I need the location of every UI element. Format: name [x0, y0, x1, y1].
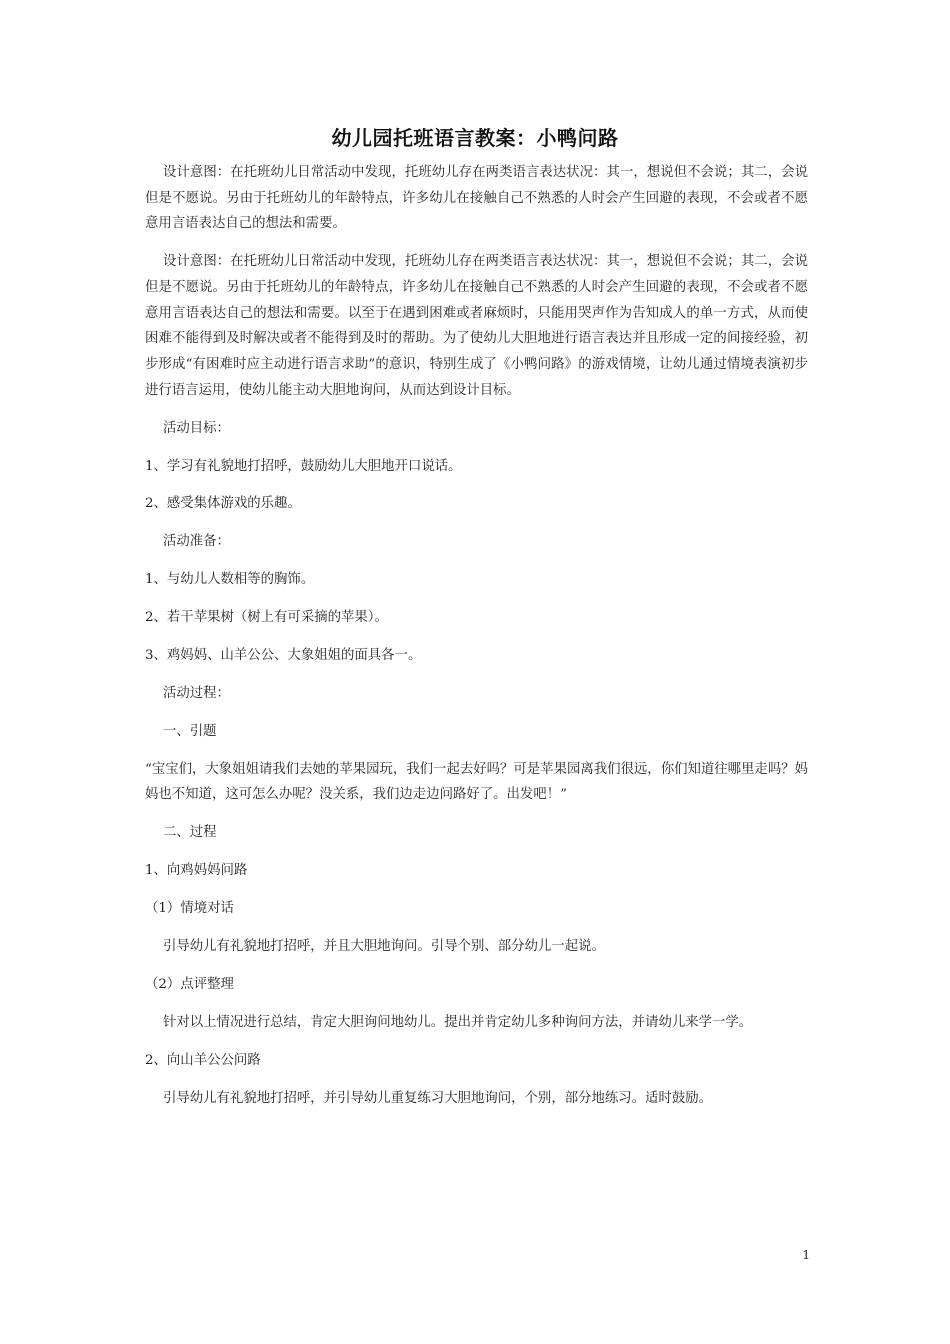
heading-activity-process: 活动过程： [163, 685, 230, 701]
preparation-item-3: 3、鸡妈妈、山羊公公、大象姐姐的面具各一。 [145, 648, 422, 664]
paragraph-dialogue-guidance: 引导幼儿有礼貌地打招呼，并且大胆地询问。引导个别、部分幼儿一起说。 [163, 938, 605, 954]
paragraph-goat-guidance: 引导幼儿有礼貌地打招呼，并引导幼儿重复练习大胆地询问，个别，部分地练习。适时鼓励。 [163, 1090, 713, 1106]
paragraph-review-summary: 针对以上情况进行总结，肯定大胆询问地幼儿。提出并肯定幼儿多种询问方法，并请幼儿来学一学。 [163, 1014, 753, 1030]
document-body [145, 160, 808, 1123]
heading-activity-goals: 活动目标： [163, 420, 230, 436]
section-process: 二、过程 [163, 825, 217, 841]
preparation-item-2: 2、若干苹果树（树上有可采摘的苹果）。 [145, 610, 388, 626]
page-number: 1 [802, 1248, 810, 1262]
substep-review: （2）点评整理 [145, 976, 234, 992]
paragraph-design-intent-2: 设计意图：在托班幼儿日常活动中发现，托班幼儿存在两类语言表达状况：其一，想说但不会说；其二，会说但是不愿说。另由于托班幼儿的年龄特点，许多幼儿在接触自己不熟悉的人时会产生回避的表现，不会或者不愿意用言语表达自己的想法和需要。以至于在遇到困难或者麻烦时，只能用哭声作为告知成人的单一方式，从而使困难不能得到及时解决或者不能得到及时的帮助。为了使幼儿大胆地进行语言表达并且形成一定的间接经验，初步形成“有困难时应主动进行语言求助”的意识，特别生成了《小鸭问路》的游戏情境，让幼儿通过情境表演初步进行语言运用，使幼儿能主动大胆地询问，从而达到设计目标。 [145, 254, 808, 398]
paragraph-design-intent-1: 设计意图：在托班幼儿日常活动中发现，托班幼儿存在两类语言表达状况：其一，想说但不会说；其二，会说但是不愿说。另由于托班幼儿的年龄特点，许多幼儿在接触自己不熟悉的人时会产生回避的表现，不会或者不愿意用言语表达自己的想法和需要。 [145, 165, 808, 232]
document-title: 幼儿园托班语言教案：小鸭问路 [331, 126, 619, 150]
goal-item-1: 1、学习有礼貌地打招呼，鼓励幼儿大胆地开口说话。 [145, 458, 462, 474]
step-ask-hen-mother: 1、向鸡妈妈问路 [145, 863, 248, 879]
section-introduction: 一、引题 [163, 723, 217, 739]
paragraph-introduction-quote: “宝宝们，大象姐姐请我们去她的苹果园玩，我们一起去好吗？可是苹果园离我们很远，你们知道往哪里走吗？妈妈也不知道，这可怎么办呢？没关系，我们边走边问路好了。出发吧！” [145, 761, 808, 803]
heading-activity-preparation: 活动准备： [163, 534, 230, 550]
goal-item-2: 2、感受集体游戏的乐趣。 [145, 496, 301, 512]
preparation-item-1: 1、与幼儿人数相等的胸饰。 [145, 572, 315, 588]
step-ask-goat-grandpa: 2、向山羊公公问路 [145, 1052, 261, 1068]
substep-dialogue: （1）情境对话 [145, 901, 234, 917]
